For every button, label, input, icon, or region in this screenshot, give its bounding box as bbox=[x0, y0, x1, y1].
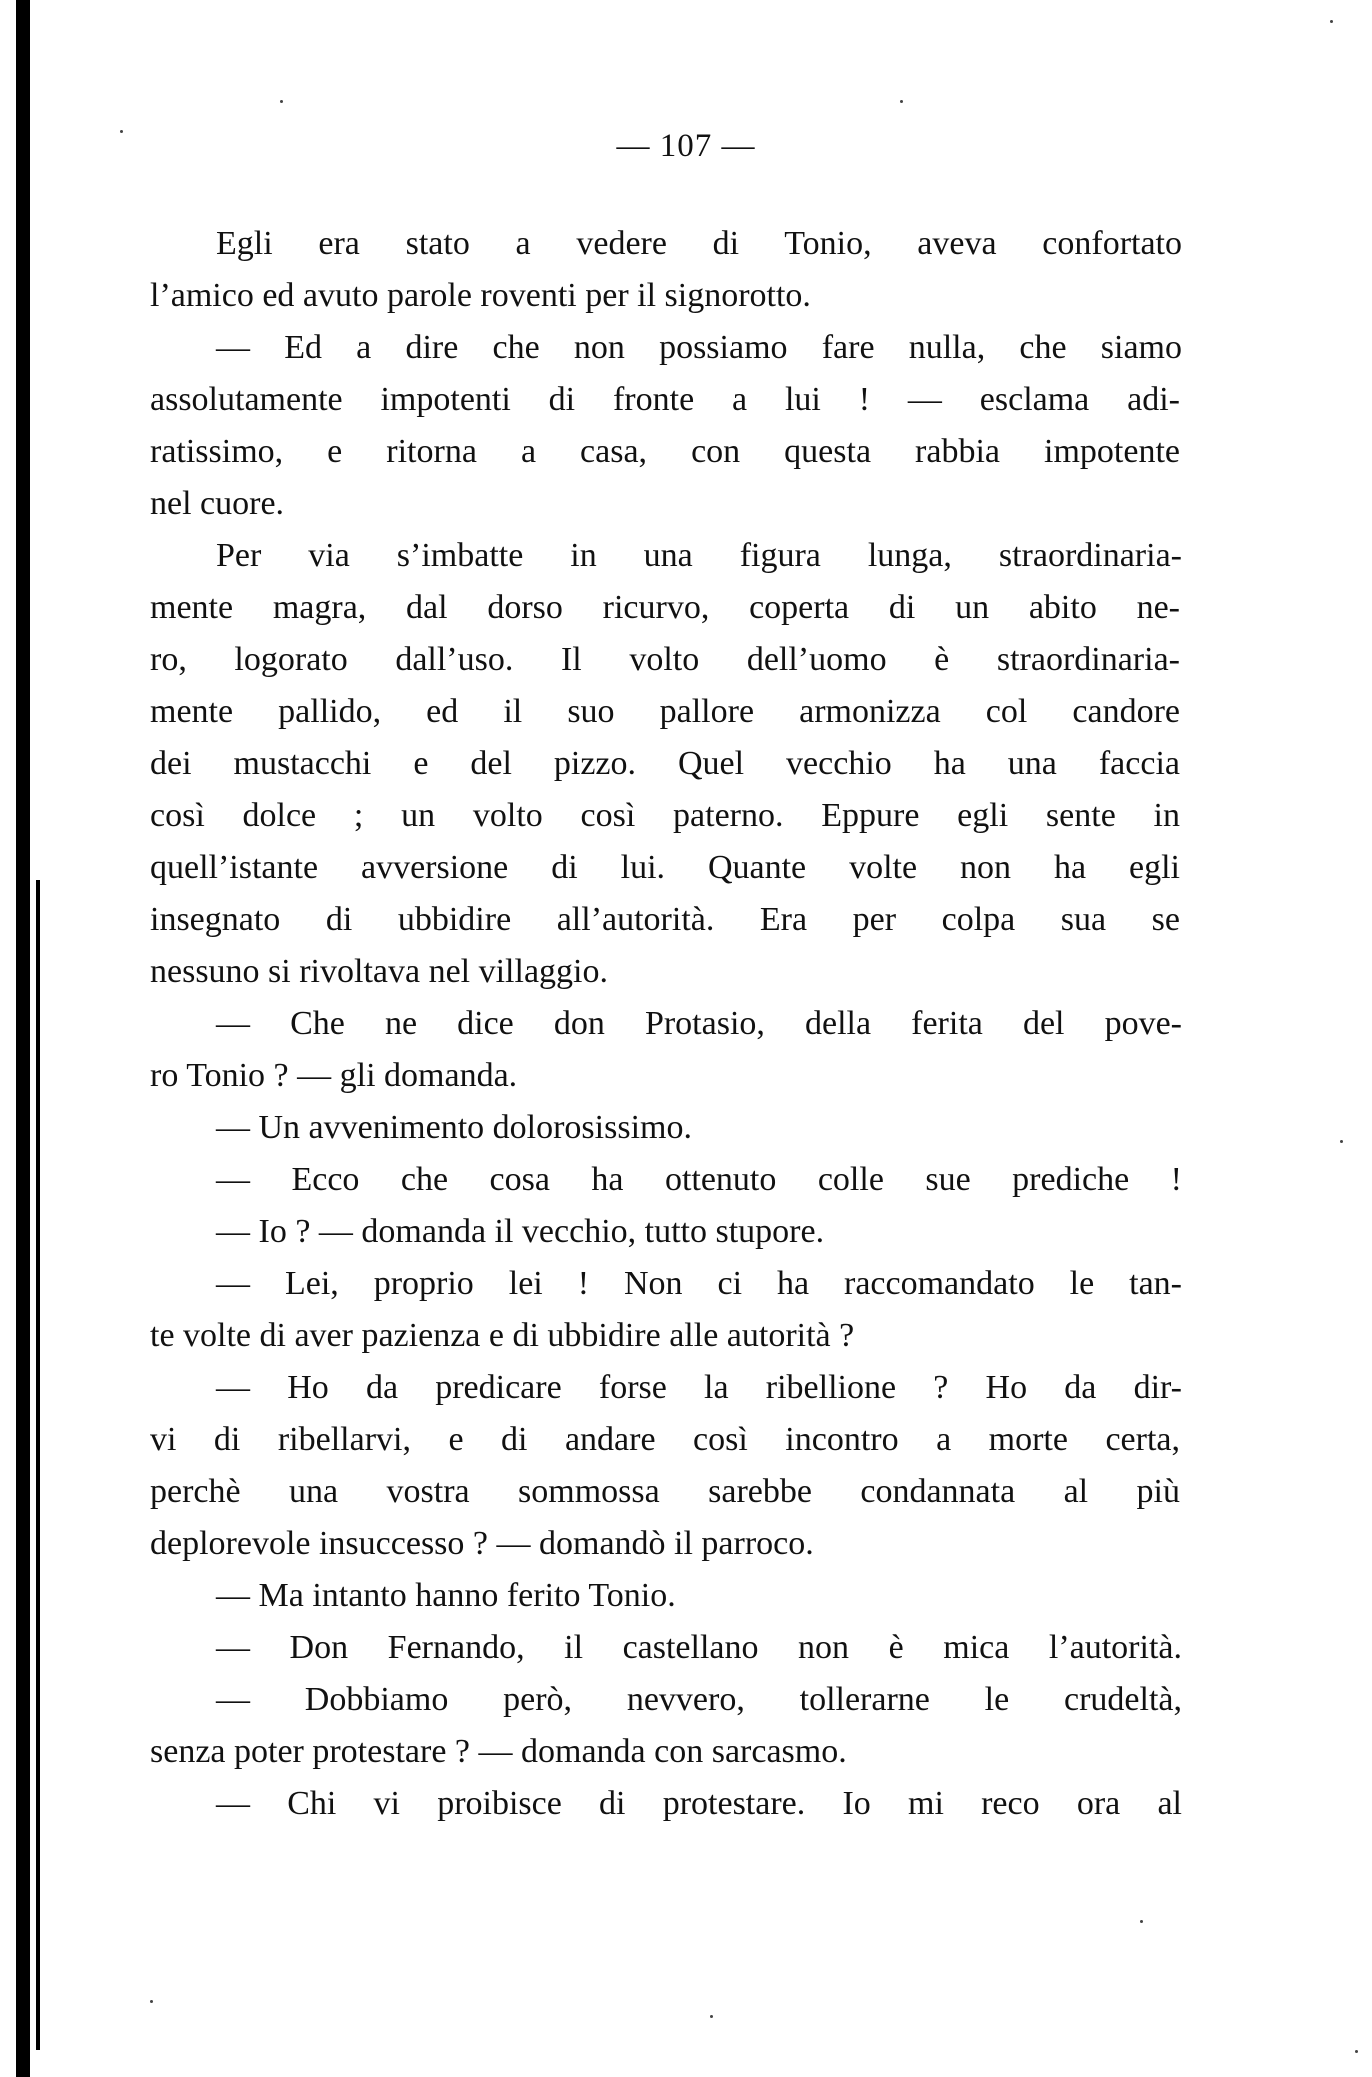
scan-speck bbox=[1340, 1140, 1343, 1143]
page-number: — 107 — bbox=[616, 128, 756, 164]
scan-speck bbox=[150, 2000, 153, 2003]
text-line: nel cuore. bbox=[150, 485, 285, 522]
text-line: ro, logorato dall’uso. Il volto dell’uomo è straordinaria- bbox=[150, 641, 1180, 678]
text-line: — Lei, proprio lei ! Non ci ha raccomandato le tan- bbox=[216, 1265, 1182, 1302]
text-line: — Un avvenimento dolorosissimo. bbox=[216, 1109, 692, 1146]
text-line: vi di ribellarvi, e di andare così incontro a morte certa, bbox=[150, 1421, 1180, 1458]
text-line: — Ma intanto hanno ferito Tonio. bbox=[216, 1577, 676, 1614]
text-line: l’amico ed avuto parole roventi per il signorotto. bbox=[150, 277, 811, 314]
text-line: — Che ne dice don Protasio, della ferita del pove- bbox=[216, 1005, 1182, 1042]
scan-speck bbox=[1355, 2050, 1358, 2053]
scan-speck bbox=[120, 130, 123, 133]
text-line: Egli era stato a vedere di Tonio, aveva confortato bbox=[216, 225, 1182, 262]
scan-speck bbox=[710, 2015, 713, 2018]
text-line: così dolce ; un volto così paterno. Eppure egli sente in bbox=[150, 797, 1180, 834]
text-line: — Don Fernando, il castellano non è mica l’autorità. bbox=[216, 1629, 1182, 1666]
text-line: te volte di aver pazienza e di ubbidire alle autorità ? bbox=[150, 1317, 855, 1354]
text-line: nessuno si rivoltava nel villaggio. bbox=[150, 953, 608, 990]
text-line: senza poter protestare ? — domanda con sarcasmo. bbox=[150, 1733, 847, 1770]
text-line: ratissimo, e ritorna a casa, con questa rabbia impotente bbox=[150, 433, 1180, 470]
scan-speck bbox=[900, 100, 903, 103]
text-line: Per via s’imbatte in una figura lunga, straordinaria- bbox=[216, 537, 1182, 574]
text-line: dei mustacchi e del pizzo. Quel vecchio ha una faccia bbox=[150, 745, 1180, 782]
text-line: — Chi vi proibisce di protestare. Io mi reco ora al bbox=[216, 1785, 1182, 1822]
text-line: perchè una vostra sommossa sarebbe condannata al più bbox=[150, 1473, 1180, 1510]
text-line: — Dobbiamo però, nevvero, tollerarne le crudeltà, bbox=[216, 1681, 1182, 1718]
book-gutter-line bbox=[36, 880, 40, 2050]
text-line: mente magra, dal dorso ricurvo, coperta di un abito ne- bbox=[150, 589, 1180, 626]
book-spine-shadow bbox=[16, 0, 30, 2077]
text-line: quell’istante avversione di lui. Quante volte non ha egli bbox=[150, 849, 1180, 886]
text-line: — Ho da predicare forse la ribellione ? Ho da dir- bbox=[216, 1369, 1182, 1406]
scan-speck bbox=[280, 100, 283, 103]
text-line: mente pallido, ed il suo pallore armonizza col candore bbox=[150, 693, 1180, 730]
text-line: insegnato di ubbidire all’autorità. Era per colpa sua se bbox=[150, 901, 1180, 938]
text-line: deplorevole insuccesso ? — domandò il parroco. bbox=[150, 1525, 814, 1562]
text-line: — Ecco che cosa ha ottenuto colle sue prediche ! bbox=[216, 1161, 1182, 1198]
text-line: assolutamente impotenti di fronte a lui ! — esclama adi- bbox=[150, 381, 1180, 418]
text-line: ro Tonio ? — gli domanda. bbox=[150, 1057, 518, 1094]
text-line: — Io ? — domanda il vecchio, tutto stupore. bbox=[216, 1213, 825, 1250]
scan-speck bbox=[1140, 1920, 1143, 1923]
scan-speck bbox=[1330, 20, 1333, 23]
text-line: — Ed a dire che non possiamo fare nulla, che siamo bbox=[216, 329, 1182, 366]
